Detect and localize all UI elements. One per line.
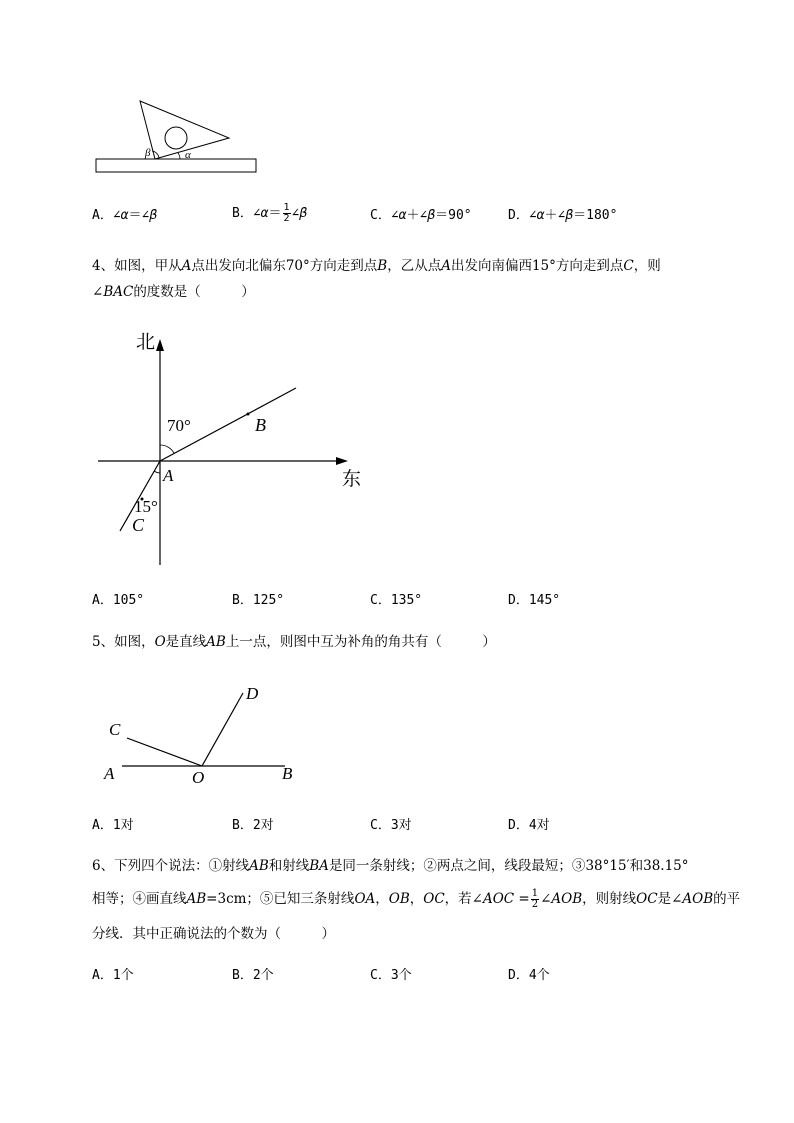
- alpha-arc: [178, 153, 180, 159]
- point-b-label: B: [255, 415, 266, 435]
- north-label: 北: [136, 332, 156, 353]
- q5-option-c[interactable]: C．3对: [370, 818, 412, 833]
- q3-figure: [90, 95, 270, 180]
- q5-option-d[interactable]: D．4对: [508, 818, 550, 833]
- q6-stem-line1: 6、下列四个说法：①射线AB和射线BA是同一条射线；②两点之间，线段最短；③38°15′和38.15°: [92, 858, 689, 874]
- ray-od: [202, 693, 243, 766]
- angle-70-arc: [160, 445, 174, 453]
- q6-option-c[interactable]: C．3个: [370, 968, 412, 983]
- q3-option-c[interactable]: C．∠α＋∠β＝90°: [370, 208, 472, 223]
- q5-figure: [95, 675, 310, 795]
- q6-option-a[interactable]: A．1个: [92, 968, 134, 983]
- point-a-label: A: [104, 764, 115, 783]
- point-c-label: C: [132, 515, 145, 535]
- east-arrow-icon: [336, 457, 348, 465]
- alpha-label: α: [185, 149, 191, 161]
- point-d-label: D: [246, 684, 259, 703]
- q5-option-a[interactable]: A．1对: [92, 818, 134, 833]
- q4-figure: [90, 325, 380, 570]
- set-square-hole: [165, 127, 187, 149]
- q4-option-d[interactable]: D．145°: [508, 593, 561, 608]
- point-b-label: B: [282, 764, 293, 783]
- point-b: [247, 413, 250, 416]
- q3-option-a[interactable]: A．∠α＝∠β: [92, 208, 158, 223]
- angle-15-arc: [154, 471, 160, 473]
- q4-option-b[interactable]: B．125°: [232, 593, 285, 608]
- east-label: 东: [342, 469, 362, 490]
- q5-stem: 5、如图，O是直线AB上一点，则图中互为补角的角共有（ ）: [92, 634, 496, 650]
- q4-stem-line1: 4、如图，甲从A点出发向北偏东70°方向走到点B，乙从点A出发向南偏西15°方向走到点C，则: [92, 258, 661, 274]
- angle-15-label: 15°: [134, 497, 158, 516]
- q4-option-c[interactable]: C．135°: [370, 593, 423, 608]
- q6-stem-line3: 分线．其中正确说法的个数为（ ）: [92, 926, 335, 942]
- q3-option-d[interactable]: D．∠α＋∠β＝180°: [508, 208, 618, 223]
- ruler-bar: [96, 159, 256, 172]
- angle-70-label: 70°: [167, 416, 191, 435]
- q3-option-b[interactable]: B．∠α＝ $\frac{1}{2}$ ∠β: [232, 202, 308, 224]
- q5-option-b[interactable]: B．2对: [232, 818, 274, 833]
- q4-stem-line2: ∠BAC的度数是（ ）: [92, 284, 255, 300]
- ray-oc: [127, 738, 202, 766]
- point-a-label: A: [163, 466, 174, 485]
- q6-stem-line2: 相等；④画直线AB=3cm；⑤已知三条射线OA，OB，OC，若∠AOC = $\frac{1}{2}$ ∠AOB，则射线OC是∠AOB的平: [92, 888, 741, 910]
- q4-option-a[interactable]: A．105°: [92, 593, 145, 608]
- north-arrow-icon: [156, 339, 164, 351]
- point-o-label: O: [192, 768, 205, 787]
- q6-option-d[interactable]: D．4个: [508, 968, 550, 983]
- point-c-label: C: [109, 720, 121, 739]
- q6-option-b[interactable]: B．2个: [232, 968, 274, 983]
- fraction-half: $\frac{1}{2}$: [531, 888, 539, 910]
- beta-label: β: [145, 147, 151, 159]
- fraction-half: $\frac{1}{2}$: [283, 202, 290, 224]
